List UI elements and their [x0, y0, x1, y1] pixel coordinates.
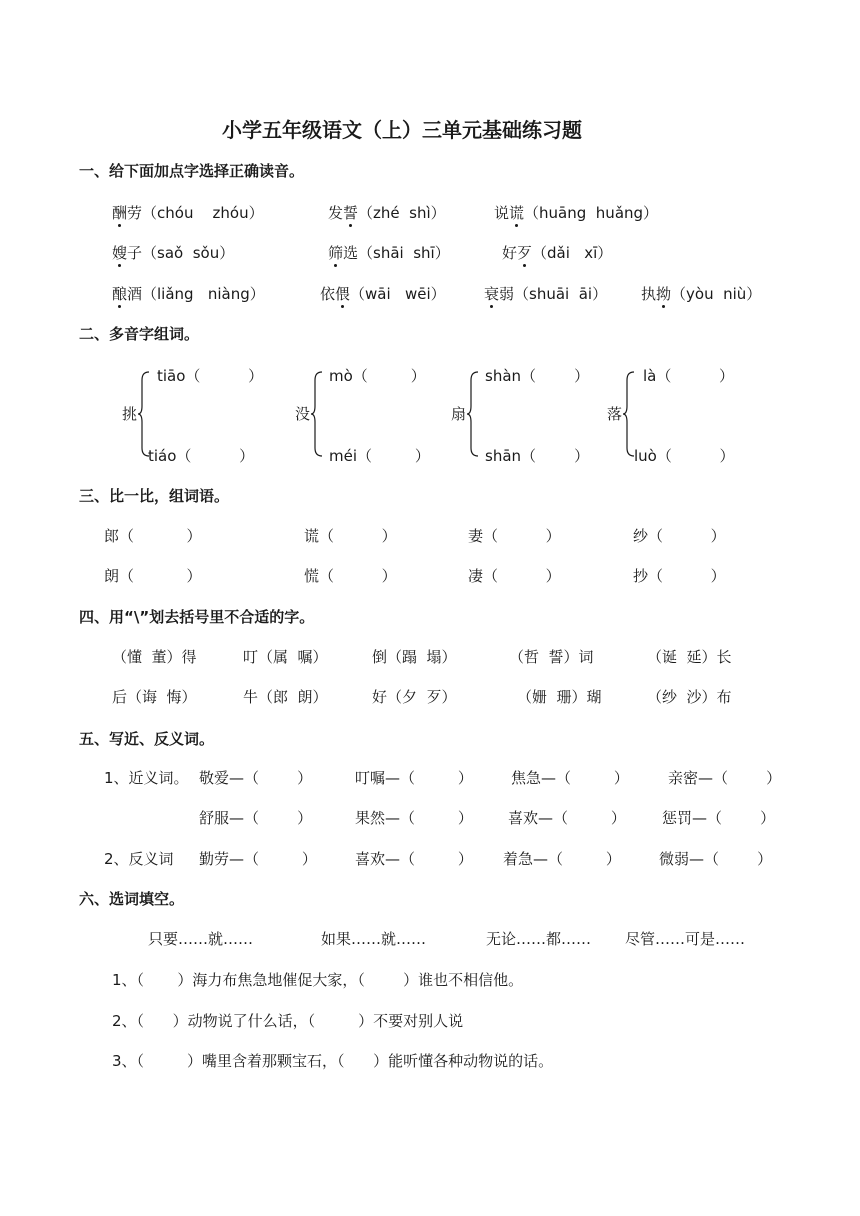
fill-question-2: 2、（ ）动物说了什么话，（ ）不要对别人说 — [112, 1012, 464, 1030]
s1-item-10 — [641, 284, 761, 304]
item-text: （zhé shì） — [358, 204, 446, 222]
section-5-heading: 五、写近、反义词。 — [79, 730, 215, 748]
s1-item-4 — [112, 243, 234, 263]
brace-icon — [466, 370, 480, 458]
dotted-char: 谎 — [509, 204, 525, 222]
polyphone-top: mò（ ） — [329, 367, 426, 385]
strike-item: （姗 珊）瑚 — [517, 688, 602, 706]
synonym-item: 舒服—（ ） — [199, 809, 313, 827]
conjunction-option: 只要……就…… — [148, 930, 254, 948]
polyphone-bottom: luò（ ） — [634, 447, 735, 465]
synonym-item: 喜欢—（ ） — [508, 809, 626, 827]
section-3-heading: 三、比一比，组词语。 — [79, 487, 230, 505]
item-prefix: 发 — [328, 204, 344, 222]
antonym-item: 喜欢—（ ） — [355, 850, 473, 868]
dotted-char: 歹 — [517, 244, 533, 262]
polyphone-bottom: méi（ ） — [329, 447, 430, 465]
polyphone-char: 落 — [607, 405, 623, 423]
antonym-item: 勤劳—（ ） — [199, 850, 317, 868]
s1-item-7 — [112, 284, 265, 304]
item-prefix: 执 — [641, 285, 657, 303]
polyphone-char: 挑 — [122, 405, 138, 423]
item-text: 选（shāi shī） — [343, 244, 450, 262]
polyphone-top: shàn（ ） — [485, 367, 590, 385]
s1-item-1 — [112, 203, 264, 223]
synonym-item: 果然—（ ） — [355, 809, 473, 827]
synonym-item: 敬爱—（ ） — [199, 769, 313, 787]
synonym-item: 惩罚—（ ） — [662, 809, 776, 827]
compare-item: 抄（ ） — [633, 567, 726, 585]
polyphone-char: 扇 — [451, 405, 467, 423]
conjunction-option: 无论……都…… — [486, 930, 592, 948]
fill-question-1: 1、（ ）海力布焦急地催促大家，（ ）谁也不相信他。 — [112, 971, 524, 989]
item-text: 子（saǒ sǒu） — [127, 244, 235, 262]
antonym-item: 着急—（ ） — [503, 850, 621, 868]
dotted-char: 偎 — [335, 285, 351, 303]
section-6-heading: 六、选词填空。 — [79, 890, 185, 908]
strike-item: （纱 沙）布 — [647, 688, 732, 706]
item-text: （yòu niù） — [671, 285, 762, 303]
item-text: （huāng huǎng） — [524, 204, 659, 222]
conjunction-option: 如果……就…… — [321, 930, 427, 948]
brace-icon — [622, 370, 636, 458]
strike-item: 倒（蹋 塌） — [372, 648, 457, 666]
synonym-item: 叮嘱—（ ） — [355, 769, 473, 787]
page-title: 小学五年级语文（上）三单元基础练习题 — [222, 118, 582, 142]
section-2-heading: 二、多音字组词。 — [79, 325, 200, 343]
synonym-item: 焦急—（ ） — [511, 769, 629, 787]
compare-item: 谎（ ） — [304, 527, 397, 545]
dotted-char: 拗 — [656, 285, 672, 303]
strike-item: 牛（郎 朗） — [243, 688, 328, 706]
item-prefix: 好 — [502, 244, 518, 262]
s1-item-8 — [320, 284, 446, 304]
polyphone-bottom: shān（ ） — [485, 447, 590, 465]
item-text: 劳（chóu zhóu） — [127, 204, 264, 222]
polyphone-char: 没 — [295, 405, 311, 423]
antonym-item: 微弱—（ ） — [659, 850, 773, 868]
strike-item: 叮（属 嘱） — [243, 648, 328, 666]
s1-item-5 — [328, 243, 450, 263]
dotted-char: 酬 — [112, 204, 128, 222]
item-prefix: 依 — [320, 285, 336, 303]
dotted-char: 誓 — [343, 204, 359, 222]
strike-item: 后（诲 悔） — [112, 688, 197, 706]
strike-item: （诞 延）长 — [647, 648, 732, 666]
compare-item: 慌（ ） — [304, 567, 397, 585]
fill-question-3: 3、（ ）嘴里含着那颗宝石，（ ）能听懂各种动物说的话。 — [112, 1052, 554, 1070]
item-text: 酒（liǎng niàng） — [127, 285, 265, 303]
s1-item-2 — [328, 203, 446, 223]
dotted-char: 酿 — [112, 285, 128, 303]
dotted-char: 衰 — [484, 285, 500, 303]
compare-item: 朗（ ） — [104, 567, 202, 585]
s1-item-9 — [484, 284, 607, 304]
synonym-label: 1、近义词。 — [104, 769, 189, 787]
compare-item: 凄（ ） — [468, 567, 561, 585]
section-1-heading: 一、给下面加点字选择正确读音。 — [79, 162, 305, 180]
item-text: （wāi wēi） — [350, 285, 446, 303]
brace-icon — [137, 370, 151, 458]
item-text: 弱（shuāi āi） — [499, 285, 608, 303]
item-text: （dǎi xī） — [532, 244, 613, 262]
strike-item: （懂 董）得 — [112, 648, 197, 666]
compare-item: 妻（ ） — [468, 527, 561, 545]
antonym-label: 2、反义词 — [104, 850, 174, 868]
strike-item: （哲 誓）词 — [509, 648, 594, 666]
s1-item-6 — [502, 243, 612, 263]
polyphone-top: tiāo（ ） — [157, 367, 264, 385]
dotted-char: 嫂 — [112, 244, 128, 262]
dotted-char: 筛 — [328, 244, 344, 262]
polyphone-top: là（ ） — [643, 367, 735, 385]
compare-item: 郎（ ） — [104, 527, 202, 545]
synonym-item: 亲密—（ ） — [668, 769, 782, 787]
brace-icon — [310, 370, 324, 458]
s1-item-3 — [494, 203, 658, 223]
strike-item: 好（夕 歹） — [372, 688, 457, 706]
section-4-heading: 四、用“\”划去括号里不合适的字。 — [79, 608, 315, 626]
polyphone-bottom: tiáo（ ） — [148, 447, 255, 465]
compare-item: 纱（ ） — [633, 527, 726, 545]
item-prefix: 说 — [494, 204, 510, 222]
conjunction-option: 尽管……可是…… — [625, 930, 746, 948]
